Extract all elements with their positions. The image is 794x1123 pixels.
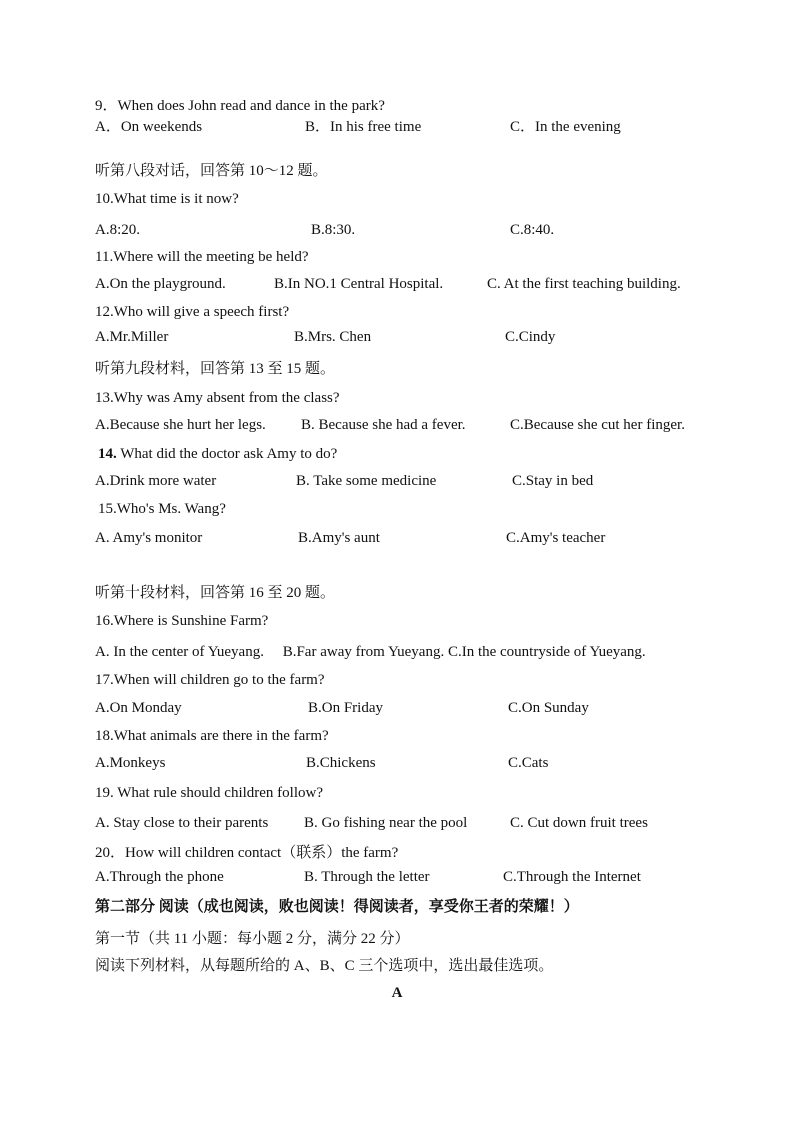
q11-option-b: B.In NO.1 Central Hospital. — [274, 276, 444, 292]
q12-option-a: A.Mr.Miller — [95, 329, 169, 345]
question-16: 16.Where is Sunshine Farm? — [95, 613, 269, 629]
q15-option-b: B.Amy's aunt — [298, 530, 380, 546]
q19-option-c: C. Cut down fruit trees — [510, 815, 648, 831]
q15-option-c: C.Amy's teacher — [506, 530, 606, 546]
q17-option-a: A.On Monday — [95, 700, 182, 716]
q20-option-a: A.Through the phone — [95, 869, 224, 885]
part-2-heading: 第二部分 阅读（成也阅读，败也阅读！得阅读者，享受你王者的荣耀！） — [95, 899, 579, 915]
q11-option-c: C. At the first teaching building. — [487, 276, 681, 292]
question-11: 11.Where will the meeting be held? — [95, 249, 309, 265]
q19-option-b: B. Go fishing near the pool — [304, 815, 468, 831]
q9-option-c: C．In the evening — [510, 119, 621, 135]
q18-option-a: A.Monkeys — [95, 755, 166, 771]
q14-option-b: B. Take some medicine — [296, 473, 437, 489]
question-9: 9．When does John read and dance in the park? — [95, 98, 385, 114]
question-20: 20．How will children contact（联系）the farm? — [95, 845, 399, 861]
q12-option-c: C.Cindy — [505, 329, 556, 345]
section-10-instruction: 听第十段材料，回答第 16 至 20 题。 — [95, 585, 336, 601]
q17-option-c: C.On Sunday — [508, 700, 589, 716]
question-17: 17.When will children go to the farm? — [95, 672, 325, 688]
q20-option-c: C.Through the Internet — [503, 869, 641, 885]
q19-option-a: A. Stay close to their parents — [95, 815, 269, 831]
section-8-instruction: 听第八段对话，回答第 10～12 题。 — [95, 163, 328, 179]
question-10: 10.What time is it now? — [95, 191, 239, 207]
q9-option-b: B．In his free time — [305, 119, 422, 135]
question-14 — [98, 445, 337, 463]
q9-option-a: A．On weekends — [95, 119, 203, 135]
q13-option-c: C.Because she cut her finger. — [510, 417, 685, 433]
q10-option-b: B.8:30. — [311, 222, 356, 238]
question-15: 15.Who's Ms. Wang? — [98, 501, 226, 517]
question-13: 13.Why was Amy absent from the class? — [95, 390, 340, 406]
q10-option-a: A.8:20. — [95, 222, 140, 238]
question-14-text: What did the doctor ask Amy to do? — [116, 446, 338, 462]
q17-option-b: B.On Friday — [308, 700, 383, 716]
q13-option-b: B. Because she had a fever. — [301, 417, 466, 433]
question-18: 18.What animals are there in the farm? — [95, 728, 329, 744]
section-9-instruction: 听第九段材料，回答第 13 至 15 题。 — [95, 361, 336, 377]
q11-option-a: A.On the playground. — [95, 276, 226, 292]
question-12: 12.Who will give a speech first? — [95, 304, 290, 320]
q10-option-c: C.8:40. — [510, 222, 555, 238]
q20-option-b: B. Through the letter — [304, 869, 430, 885]
q14-option-a: A.Drink more water — [95, 473, 217, 489]
q16-options: A. In the center of Yueyang. B.Far away from Yueyang. C.In the countryside of Yueyang. — [95, 644, 646, 660]
reading-instruction: 阅读下列材料，从每题所给的 A、B、C 三个选项中，选出最佳选项。 — [95, 958, 554, 974]
q14-option-c: C.Stay in bed — [512, 473, 594, 489]
q18-option-b: B.Chickens — [306, 755, 376, 771]
q13-option-a: A.Because she hurt her legs. — [95, 417, 266, 433]
q12-option-b: B.Mrs. Chen — [294, 329, 372, 345]
q18-option-c: C.Cats — [508, 755, 549, 771]
passage-label: A — [391, 985, 403, 1001]
question-14-number: 14. — [98, 446, 117, 462]
question-19: 19. What rule should children follow? — [95, 785, 324, 801]
q15-option-a: A. Amy's monitor — [95, 530, 203, 546]
section-1-info: 第一节（共 11 小题：每小题 2 分，满分 22 分） — [95, 931, 410, 947]
